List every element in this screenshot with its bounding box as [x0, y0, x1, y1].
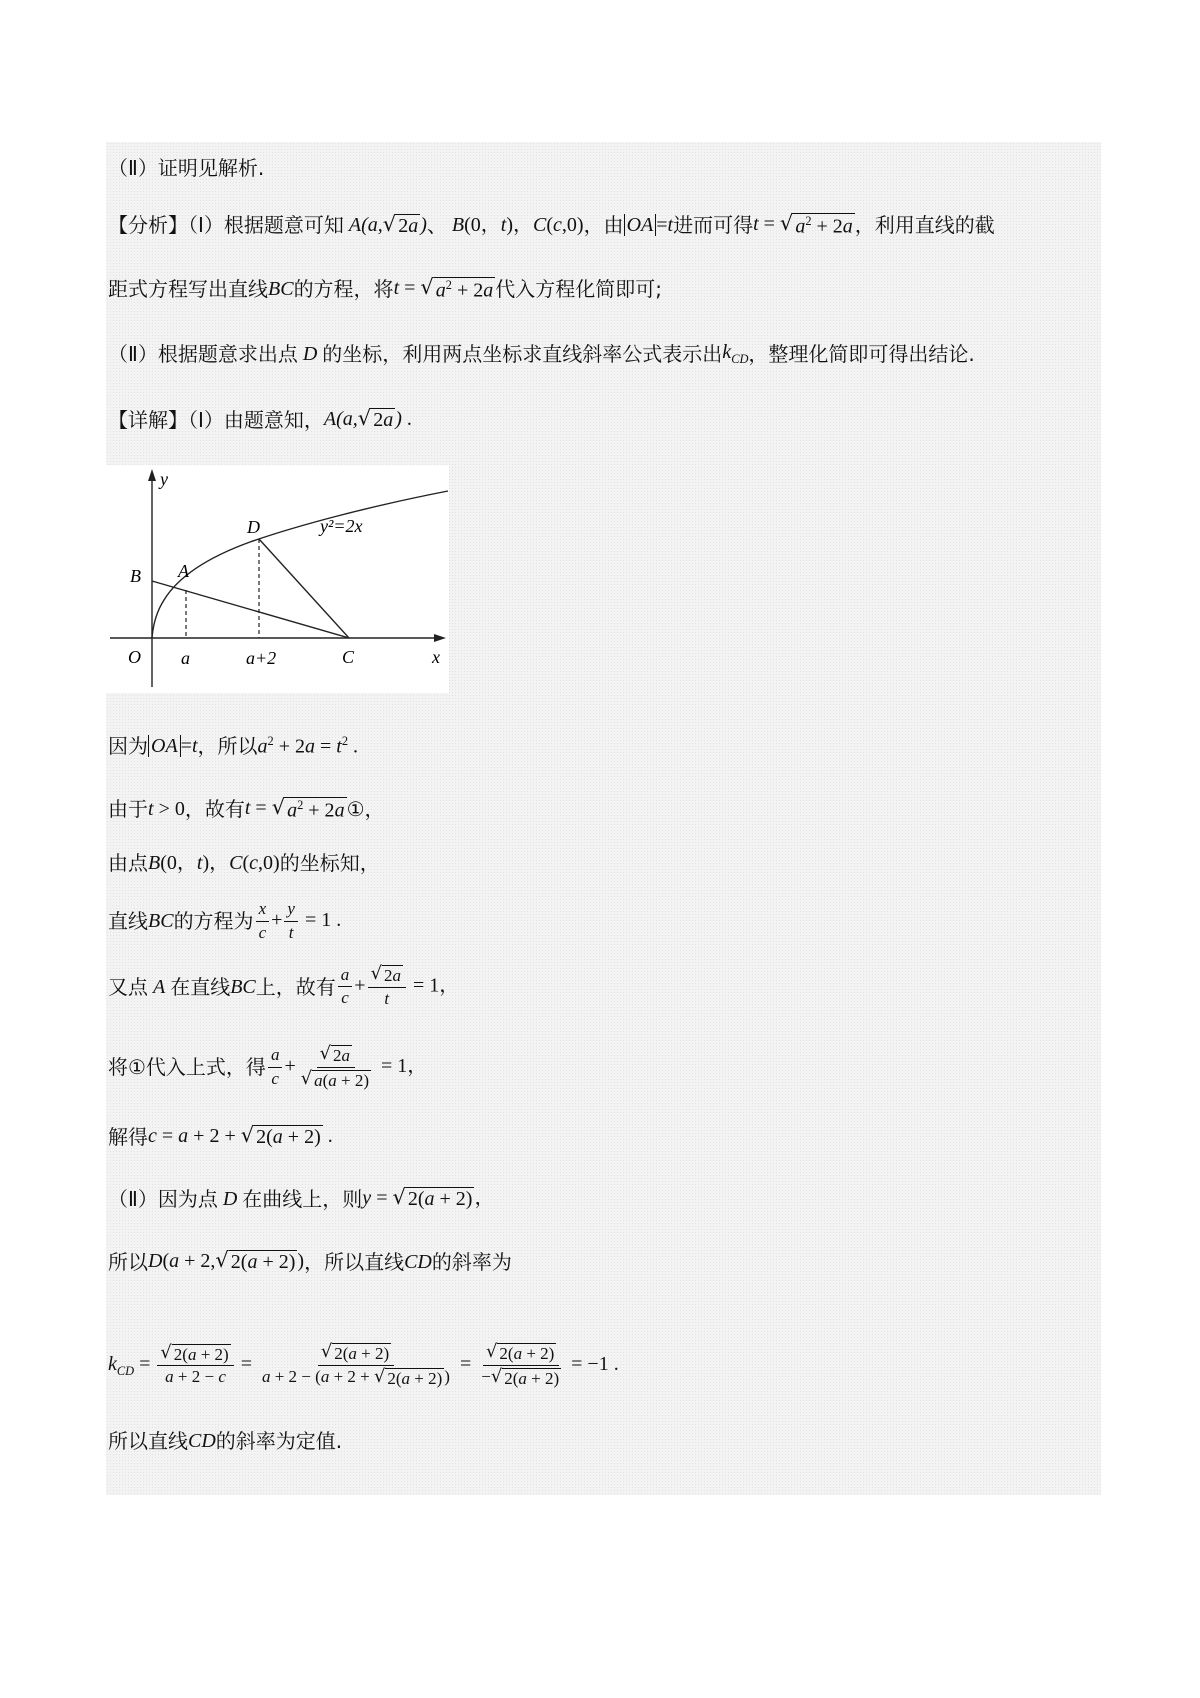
- line-14: 所以 D(a + 2, √ 2(a + 2) ) ，所以直线 CD 的斜率为: [108, 1248, 512, 1274]
- label-a-plus-2: a+2: [246, 648, 277, 668]
- line-1: （Ⅱ）证明见解析.: [108, 156, 265, 180]
- line-11: 将①代入上式，得 $\frac{a}{c}$ + √ 2a √ a(a + 2) = 1，: [108, 1043, 428, 1090]
- slope-equation: $k_{CD}$ = √ 2(a + 2) a + 2 − c = √ 2(a + 2) a + 2 − (a + 2 + √ 2(a + 2) ) = √ 2(a + 2) − √ 2(a + 2) = −1 .: [108, 1341, 619, 1388]
- label-D: D: [247, 517, 260, 537]
- x-axis-arrow-icon: [434, 634, 446, 642]
- math-t-expr: t = √ $a^2 + 2a$: [753, 211, 853, 238]
- line-BC: [152, 581, 349, 638]
- line-16-conclusion: 所以直线 CD 的斜率为定值.: [108, 1429, 343, 1453]
- figure-svg: [106, 465, 449, 693]
- line-7: 由于 t > 0 ，故有 t = √ $a^2 + 2a$ ①，: [108, 795, 385, 822]
- line-3: 距式方程写出直线 BC 的方程，将 t = √ $a^2 + 2a$ 代入方程化简即可;: [108, 275, 663, 302]
- line-13: （Ⅱ）因为点 D 在曲线上，则 y = √ 2(a + 2) ，: [108, 1185, 495, 1211]
- math-point-B: B(0，t)，C(c,0): [446, 214, 584, 237]
- line-4: （Ⅱ）根据题意求出点 D 的坐标，利用两点坐标求直线斜率公式表示出 $k_{CD}$ ，整理化简即可得出结论.: [108, 341, 975, 366]
- math-k-CD: $k_{CD}$: [722, 341, 749, 366]
- label-y: y: [160, 469, 168, 489]
- line-2-analysis: 【分析】（Ⅰ）根据题意可知 A(a, √ 2a ) 、 B(0，t)，C(c,0) ，由 OA =t 进而可得 t = √ $a^2 + 2a$ ，利用直线的截: [108, 211, 995, 238]
- label-a: a: [181, 648, 190, 668]
- math-abs-OA: OA =t: [624, 214, 674, 236]
- y-axis-arrow-icon: [148, 469, 156, 481]
- label-curve: y²=2x: [320, 516, 363, 536]
- line-5-detail: 【详解】（Ⅰ）由题意知， A(a, √ 2a ) .: [108, 406, 412, 432]
- line-10: 又点 A 在直线 BC 上，故有 $\frac{a}{c}$ + √ 2a t = 1，: [108, 963, 460, 1008]
- line-9: 直线 BC 的方程为 $\frac{x}{c}$ + $\frac{y}{t}$ = 1 .: [108, 899, 342, 942]
- math-t-expr-2: t = √ $a^2 + 2a$: [393, 275, 494, 302]
- label-x: x: [432, 647, 440, 667]
- label-C: C: [342, 647, 355, 667]
- label-A: A: [178, 561, 189, 581]
- parabola-curve: [152, 491, 448, 638]
- line-6: 因为 OA =t ，所以 $a^2 + 2a = t^2$ .: [108, 734, 359, 758]
- label-O: O: [128, 647, 141, 667]
- line-8: 由点 B(0，t)，C(c,0) 的坐标知，: [108, 851, 380, 875]
- math-point-A: A(a, √ 2a ): [343, 211, 427, 237]
- parabola-figure: [106, 465, 449, 693]
- line-12: 解得 c = a + 2 + √ 2(a + 2) .: [108, 1123, 333, 1149]
- label-B: B: [130, 566, 141, 586]
- line-DC: [259, 539, 349, 638]
